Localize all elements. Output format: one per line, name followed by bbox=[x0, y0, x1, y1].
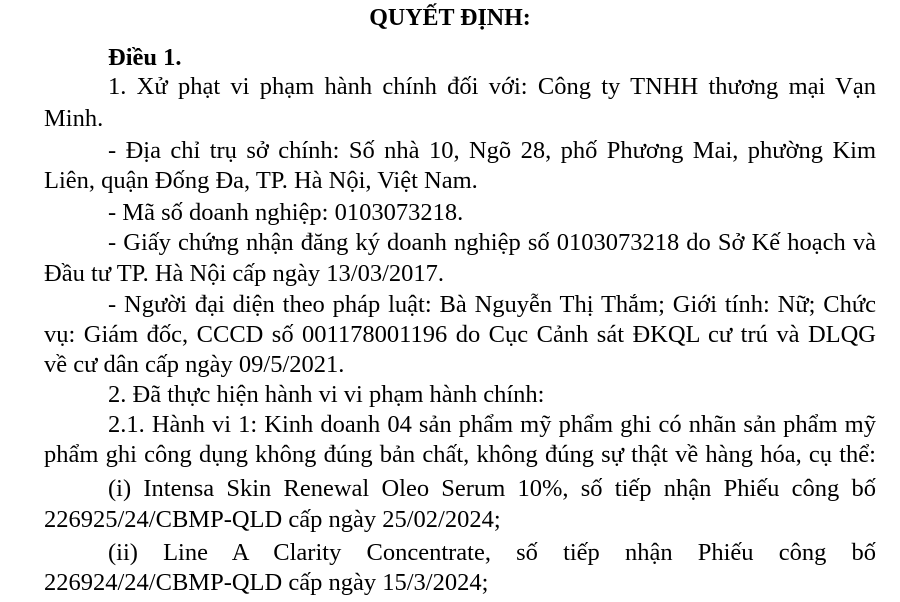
paragraph-line-tax-code: - Mã số doanh nghiệp: 0103073218. bbox=[108, 199, 464, 226]
paragraph-line-item-ii: (ii) Line A Clarity Concentrate, số tiếp nhận Phiếu công bố bbox=[108, 539, 876, 566]
paragraph-line-item-i-cont: 226925/24/CBMP-QLD cấp ngày 25/02/2024; bbox=[44, 506, 501, 533]
decision-title: QUYẾT ĐỊNH: bbox=[369, 5, 531, 31]
paragraph-line-representative-end: về cư dân cấp ngày 09/5/2021. bbox=[44, 351, 345, 378]
paragraph-line-violation: 2. Đã thực hiện hành vi vi phạm hành chính: bbox=[108, 381, 545, 408]
paragraph-line-representative-cont: vụ: Giám đốc, CCCD số 001178001196 do Cục Cảnh sát ĐKQL cư trú và DLQG bbox=[44, 321, 876, 348]
paragraph-line-act-1-cont: phẩm ghi công dụng không đúng bản chất, không đúng sự thật về hàng hóa, cụ thể: bbox=[44, 441, 876, 468]
paragraph-line-certificate-cont: Đầu tư TP. Hà Nội cấp ngày 13/03/2017. bbox=[44, 260, 445, 287]
paragraph-line-address: - Địa chỉ trụ sở chính: Số nhà 10, Ngõ 28, phố Phương Mai, phường Kim bbox=[108, 137, 876, 164]
paragraph-line-penalty: 1. Xử phạt vi phạm hành chính đối với: Công ty TNHH thương mại Vạn bbox=[108, 73, 876, 100]
paragraph-line-address-cont: Liên, quận Đống Đa, TP. Hà Nội, Việt Nam. bbox=[44, 167, 478, 194]
paragraph-line-penalty-cont: Minh. bbox=[44, 105, 104, 132]
paragraph-line-act-1: 2.1. Hành vi 1: Kinh doanh 04 sản phẩm mỹ phẩm ghi có nhãn sản phẩm mỹ bbox=[108, 411, 876, 438]
paragraph-line-item-ii-cont: 226924/24/CBMP-QLD cấp ngày 15/3/2024; bbox=[44, 569, 489, 596]
paragraph-line-item-i: (i) Intensa Skin Renewal Oleo Serum 10%, số tiếp nhận Phiếu công bố bbox=[108, 475, 876, 502]
article-heading: Điều 1. bbox=[108, 44, 182, 71]
paragraph-line-certificate: - Giấy chứng nhận đăng ký doanh nghiệp số 0103073218 do Sở Kế hoạch và bbox=[108, 229, 876, 256]
paragraph-line-representative: - Người đại diện theo pháp luật: Bà Nguyễn Thị Thắm; Giới tính: Nữ; Chức bbox=[108, 291, 876, 318]
